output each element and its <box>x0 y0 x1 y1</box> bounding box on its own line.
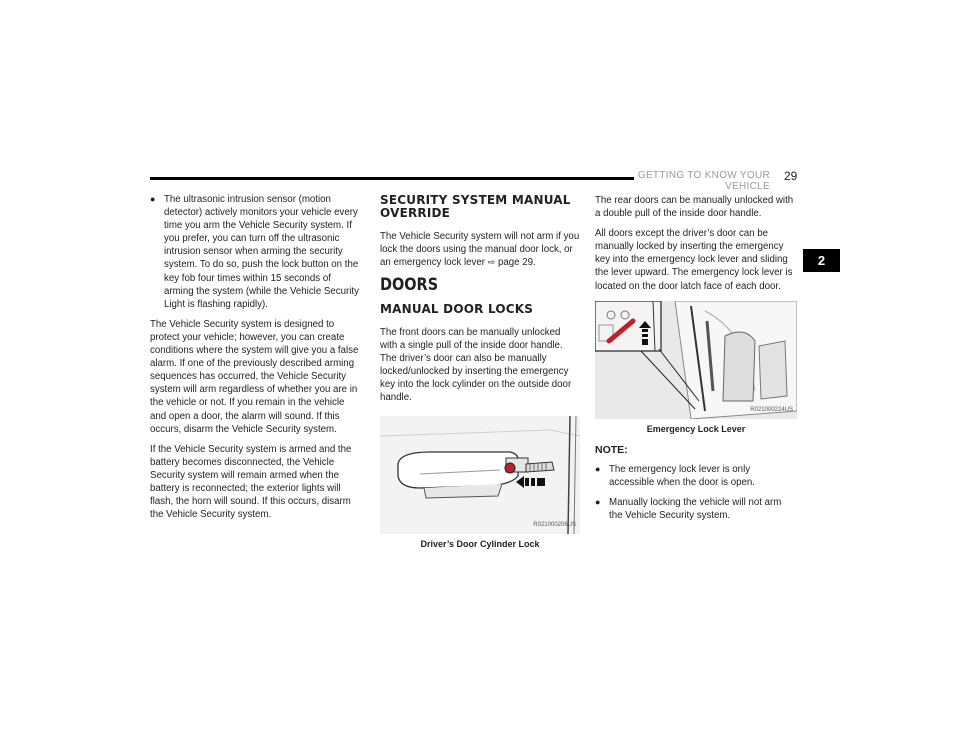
figure-caption: Emergency Lock Lever <box>646 423 746 434</box>
door-cylinder-figure <box>380 416 580 534</box>
bullet-icon: ● <box>595 497 601 508</box>
bullet-icon: ● <box>150 194 156 204</box>
page-number: 29 <box>784 169 798 183</box>
section-heading: SECURITY SYSTEM MANUAL OVERRIDE <box>380 193 571 221</box>
chapter-tab: 2 <box>803 249 840 272</box>
list-item <box>595 463 797 489</box>
figure-caption: Driver’s Door Cylinder Lock <box>420 539 540 550</box>
figure-code: R021000206US <box>533 522 576 529</box>
middle-column <box>380 194 580 551</box>
note-label: NOTE: <box>595 443 628 456</box>
paragraph: All doors except the driver’s door can be manually locked by inserting the emergency key into the emergency lock lever and sliding the lever upward. The emergency lock lever is located on the door latch face of each door. <box>595 228 793 292</box>
paragraph: If the Vehicle Security system is armed and the battery becomes disconnected, the Vehicle Security system will remain armed when the battery is reconnected; the exterior lights will flash, the horn will sound. If this occurs, disarm the Vehicle Security system. <box>150 443 352 521</box>
list-item <box>150 193 362 311</box>
page-reference-link[interactable]: page 29. <box>497 257 536 269</box>
left-column <box>150 193 362 528</box>
right-column <box>595 194 797 529</box>
emergency-lock-figure <box>595 301 797 419</box>
bullet-text: Manually locking the vehicle will not arm the Vehicle Security system. <box>609 497 782 522</box>
paragraph: The rear doors can be manually unlocked with a double pull of the inside door handle. <box>595 195 794 220</box>
door-latch-illustration <box>595 301 797 419</box>
paragraph: The Vehicle Security system will not arm if you lock the doors using the manual door lock, or an emergency lock lever ⇨ page 29. <box>380 231 580 269</box>
door-handle-illustration <box>380 416 580 534</box>
paragraph: The Vehicle Security system is designed to protect your vehicle; however, you can create conditions where the system will give you a false alarm. If one of the previously described arming sequences has occurred, the Vehicle Security system will arm regardless of whether you are in the vehicle or not. If you remain in the vehicle and open a door, the alarm will sound. If this occurs, disarm the Vehicle Security system. <box>150 318 359 435</box>
list-item <box>595 496 797 522</box>
chapter-heading: DOORS <box>380 275 439 296</box>
section-heading: MANUAL DOOR LOCKS <box>380 301 534 316</box>
bullet-text: The ultrasonic intrusion sensor (motion detector) actively monitors your vehicle every time you arm the Vehicle Security system. If you prefer, you can turn off the ultrasonic intrusion sensor when arming the security system. To do so, push the lock button on the key fob four times within 15 seconds of arming the system (while the Vehicle Security Light is flashing rapidly). <box>164 194 359 310</box>
page-ref-arrow-icon: ⇨ <box>487 257 496 268</box>
figure-code: R021000224US <box>750 406 793 413</box>
section-title: GETTING TO KNOW YOUR VEHICLE <box>600 170 770 192</box>
bullet-text: The emergency lock lever is only accessible when the door is open. <box>609 463 755 488</box>
paragraph: The front doors can be manually unlocked with a single pull of the inside door handle. The driver’s door can also be manually locked/unlocked by inserting the emergency key into the lock cylinder on the outside door handle. <box>380 326 572 404</box>
bullet-icon: ● <box>595 463 601 474</box>
